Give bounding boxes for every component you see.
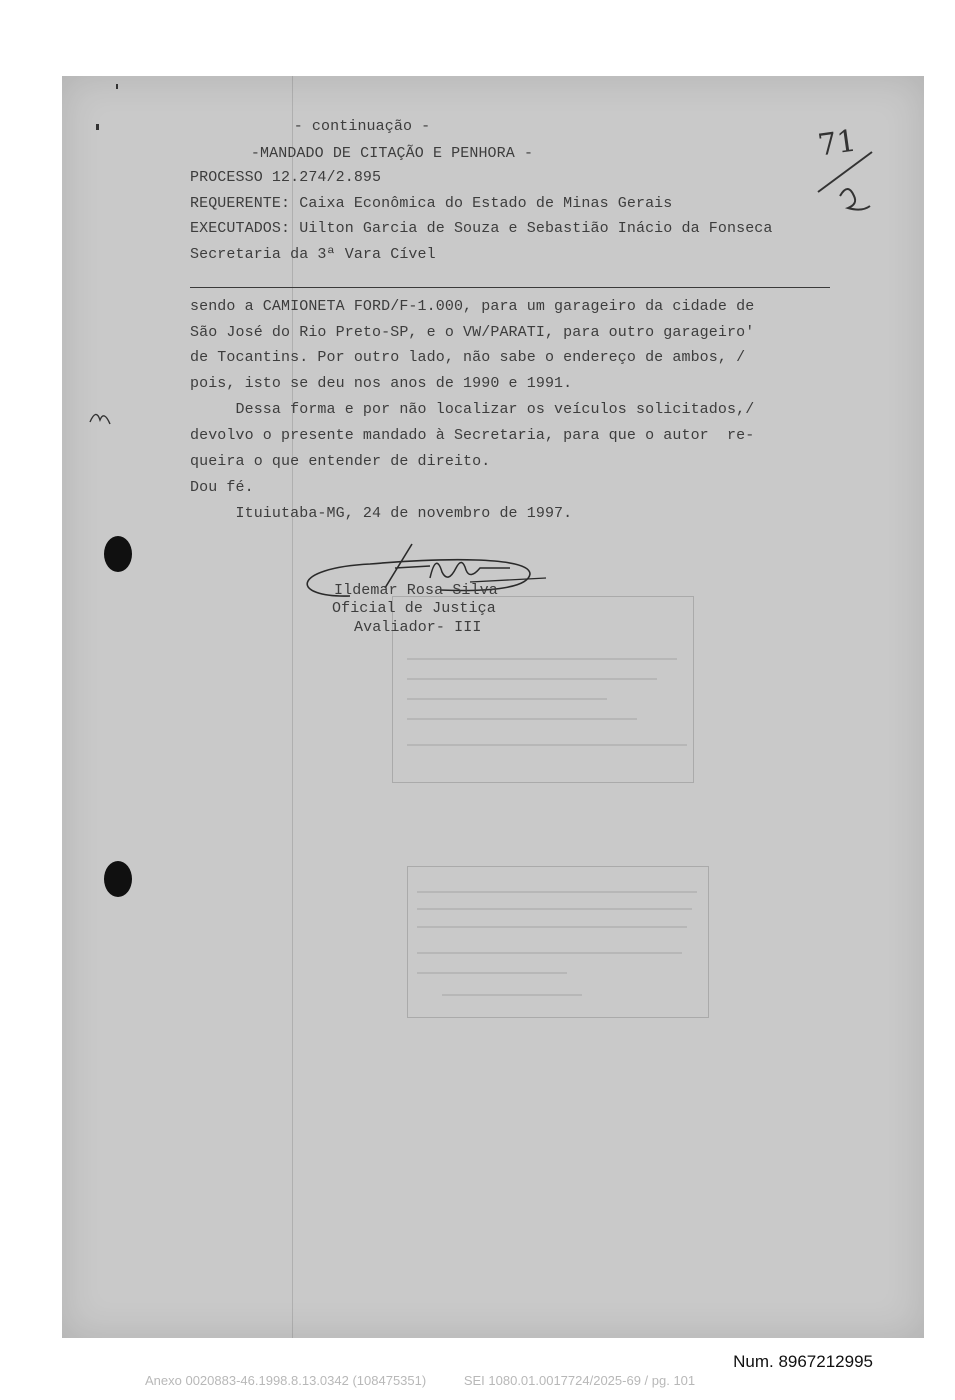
executados-line: EXECUTADOS: Uilton Garcia de Souza e Sebastião Inácio da Fonseca [190, 220, 773, 237]
body-line-2: São José do Rio Preto-SP, e o VW/PARATI, para outro garageiro' [190, 324, 755, 341]
stray-mark [96, 124, 99, 130]
heading-mandado: -MANDADO DE CITAÇÃO E PENHORA - [250, 145, 534, 162]
footer-metadata [145, 1373, 845, 1388]
body-line-1: sendo a CAMIONETA FORD/F-1.000, para um garageiro da cidade de [190, 298, 755, 315]
bleed-through-line [417, 908, 692, 910]
bleed-through-line [407, 744, 687, 746]
body-line-9: Ituiutaba-MG, 24 de novembro de 1997. [190, 505, 573, 522]
handwritten-margin-mark [86, 406, 116, 426]
requerente-line: REQUERENTE: Caixa Econômica do Estado de Minas Gerais [190, 195, 673, 212]
bleed-through-line [417, 891, 697, 893]
bleed-through-line [407, 698, 607, 700]
signer-role: Avaliador- III [354, 619, 482, 636]
bleed-through-line [442, 994, 582, 996]
punch-hole-lower [104, 861, 132, 897]
bleed-through-line [407, 718, 637, 720]
footer-anexo: Anexo 0020883-46.1998.8.13.0342 (108475351) [145, 1373, 427, 1388]
bleed-through-stamp-upper [392, 596, 694, 783]
footer-sei: SEI 1080.01.0017724/2025-69 / pg. 101 [463, 1373, 696, 1388]
stray-mark [116, 84, 118, 89]
body-line-8: Dou fé. [190, 479, 254, 496]
signer-title: Oficial de Justiça [332, 600, 496, 617]
document-number: Num. 8967212995 [733, 1352, 873, 1371]
page-number-handwritten: 71 [815, 123, 859, 164]
body-line-4: pois, isto se deu nos anos de 1990 e 1991. [190, 375, 573, 392]
body-line-6: devolvo o presente mandado à Secretaria, para que o autor re- [190, 427, 755, 444]
bleed-through-line [417, 952, 682, 954]
bleed-through-line [417, 926, 687, 928]
processo-line: PROCESSO 12.274/2.895 [190, 169, 382, 186]
separator-rule [190, 287, 830, 288]
handwritten-slash-mark [810, 134, 890, 214]
signer-name: Ildemar Rosa Silva [334, 582, 498, 599]
bleed-through-line [407, 678, 657, 680]
scanned-page [62, 76, 924, 1338]
heading-continuacao: - continuação - [293, 118, 431, 135]
punch-hole-upper [104, 536, 132, 572]
body-line-7: queira o que entender de direito. [190, 453, 491, 470]
body-line-5: Dessa forma e por não localizar os veículos solicitados,/ [190, 401, 755, 418]
bleed-through-line [417, 972, 567, 974]
secretaria-line: Secretaria da 3ª Vara Cível [190, 246, 436, 263]
bleed-through-line [407, 658, 677, 660]
body-line-3: de Tocantins. Por outro lado, não sabe o endereço de ambos, / [190, 349, 746, 366]
